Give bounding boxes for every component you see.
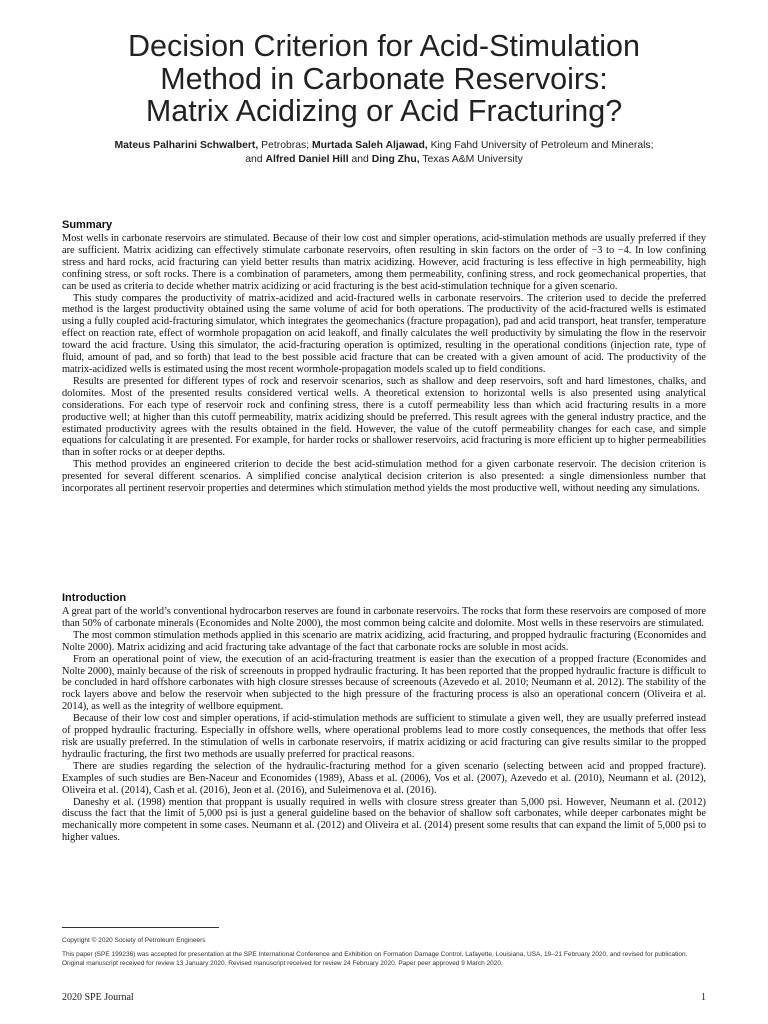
author-conjunction: and [245,154,263,165]
paragraph: Daneshy et al. (1998) mention that proppant is usually required in wells with closure stress greater than 5,000 psi. However, Neumann et al. (2012) discuss the fact that the limit of 5,000 psi is just a general guideline based on the behavior of shallow soft carbonates, while deeper carbonates might be mechanically more competent in some cases. Neumann et al. (2012) and Oliveira et al. (2014) present some results that can expand the limit of 5,000 psi to higher values. [62,796,706,844]
paragraph: Most wells in carbonate reservoirs are stimulated. Because of their low cost and simpler operations, acid-stimulation methods are usually preferred if they are sufficient. Matrix acidizing can effectively stimulate carbonate reservoirs, often resulting in skin factors on the order of −3 to −4. In low confining stress and hard rocks, acid fracturing can yield better results than matrix acidizing. However, acid fracturing is less effective in high permeability, high confining stress, or soft rocks. There is a combination of parameters, among them permeability, confining stress, and rock geomechanical properties, that can be used as criteria to decide whether matrix acidizing or acid fracturing is the best acid-stimulation technique for a given scenario. [62,233,706,292]
paper-title [60,30,708,128]
summary-section [62,218,706,495]
paragraph: From an operational point of view, the execution of an acid-fracturing treatment is easier than the execution of a propped fracture (Economides and Nolte 2000), mainly because of the risk of screenouts in propped hydraulic fracturing. It has been reported that the propped hydraulic fracture is difficult to be concluded in hard offshore carbonates with high closure stresses because of screenouts (Azevedo et al. 2010; Neumann et al. 2012). The stability of the rock layers above and below the reservoir when subjected to the high pressure of the fracturing process is also an operational concern (Oliveira et al. 2014), as well as the integrity of wellbore equipment. [62,653,706,713]
author-conjunction: and [351,154,369,165]
introduction-section [62,591,706,844]
paragraph: A great part of the world’s conventional hydrocarbon reserves are found in carbonate reservoirs. The rocks that form these reservoirs are composed of more than 50% of carbonate minerals (Economides and Nolte 2000), the most common being calcite and dolomite. Most wells in these reservoirs are stimulated. [62,606,706,629]
paragraph: This study compares the productivity of matrix-acidized and acid-fractured wells in carbonate reservoirs. The criterion used to decide the preferred method is the largest productivity obtained using the same volume of acid for both operations. The productivity of the acid-fractured wells is estimated using a fully coupled acid-fracturing simulator, which integrates the geomechanics (fracture propagation), pad and acid transport, heat transfer, temperature effect on reaction rate, effect of wormhole propagation on acid leakoff, and finally calculates the well productivity by simulating the flow in the reservoir toward the acid fracture. Using this simulator, the acid-fracturing operation is optimized, resulting in the operational conditions (injection rate, type of fluid, amount of pad, and so forth) that lead to the best possible acid fracture that can be created with a given amount of acid. The productivity of the matrix-acidized wells is estimated using the most recent wormhole-propagation models scaled up to field conditions. [62,292,706,375]
author-name: Mateus Palharini Schwalbert, [114,140,259,151]
author-line [40,139,728,153]
author-affiliation: Petrobras; [261,140,310,151]
author-affiliation: Texas A&M University [422,154,523,165]
section-heading: Introduction [62,592,127,604]
author-affiliation: King Fahd University of Petroleum and Minerals; [430,140,654,151]
paragraph: Results are presented for different types of rock and reservoir scenarios, such as shallow and deep reservoirs, soft and hard limestones, chalks, and dolomites. Most of the presented results considered vertical wells. A theoretical extension to horizontal wells is also presented using analytical considerations. For each type of reservoir rock and confining stress, there is a cutoff permeability less than which acid fracturing results in a more productive well; at higher than this cutoff permeability, matrix acidizing should be preferred. This result agrees with the general industry practice, and the estimated productivity agrees with the results obtained in the field. However, the value of the cutoff permeability changes for each case, and simple equations for calculating it are presented. For example, for harder rocks or shallower reservoirs, acid fracturing is more efficient up to higher permeabilities than in softer rocks or at deeper depths. [62,375,706,459]
introduction-body [62,606,706,844]
footnote-divider [62,927,219,928]
author-name: Ding Zhu, [371,154,420,165]
summary-body [62,233,706,495]
paragraph: This method provides an engineered criterion to decide the best acid-stimulation method for a given carbonate reservoir. The decision criterion is presented for several different scenarios. A simplified concise analytical decision criterion is also presented: a single dimensionless number that incorporates all pertinent reservoir properties and determines which stimulation method yields the most productive well, without needing any simulations. [62,459,706,495]
paragraph: Because of their low cost and simpler operations, if acid-stimulation methods are sufficient to stimulate a given well, they are usually preferred instead of propped hydraulic fracturing. Especially in offshore wells, where operational problems lead to more costly consequences, the methods that offer less risk are usually preferred. In the stimulation of wells in carbonate reservoirs, if matrix acidizing or acid fracturing can give results similar to the propped hydraulic fracturing, the first two methods are usually preferred for practical reasons. [62,713,706,760]
author-list [40,139,728,167]
journal-footer: 2020 SPE Journal [62,992,134,1003]
section-heading: Summary [62,219,113,231]
page-number: 1 [701,992,706,1003]
copyright-notice: Copyright © 2020 Society of Petroleum Engineers [62,937,206,944]
author-line [40,153,728,167]
paragraph: The most common stimulation methods applied in this scenario are matrix acidizing, acid fracturing, and propped hydraulic fracturing (Economides and Nolte 2000). Matrix acidizing and acid fracturing take advantage of the fact that carbonate rocks are soluble in most acids. [62,629,706,653]
author-name: Murtada Saleh Aljawad, [312,140,428,151]
footnotes [62,936,706,973]
title-line: Decision Criterion for Acid-Stimulation [128,29,640,63]
title-line: Method in Carbonate Reservoirs: [160,61,608,96]
author-name: Alfred Daniel Hill [265,154,349,165]
paragraph: There are studies regarding the selection of the hydraulic-fracturing method for a given scenario (selecting between acid and propped fracture). Examples of such studies are Ben-Naceur and Economides (1989), Abass et al. (2006), Vos et al. (2007), Azevedo et al. (2010), Neumann et al. (2012), Oliveira et al. (2014), Cash et al. (2016), Jeon et al. (2016), and Suleimenova et al. (2016). [62,760,706,796]
title-line: Matrix Acidizing or Acid Fracturing? [145,94,623,128]
publication-note: This paper (SPE 199236) was accepted for presentation at the SPE International Conference and Exhibition on Formation Damage Control, Lafayette, Louisiana, USA, 19–21 February 2020, and revised for publication. Original manuscript received for review 13 January 2020. Revised manuscript received for review 24 February 2020. Paper peer approved 9 March 2020. [62,950,688,968]
